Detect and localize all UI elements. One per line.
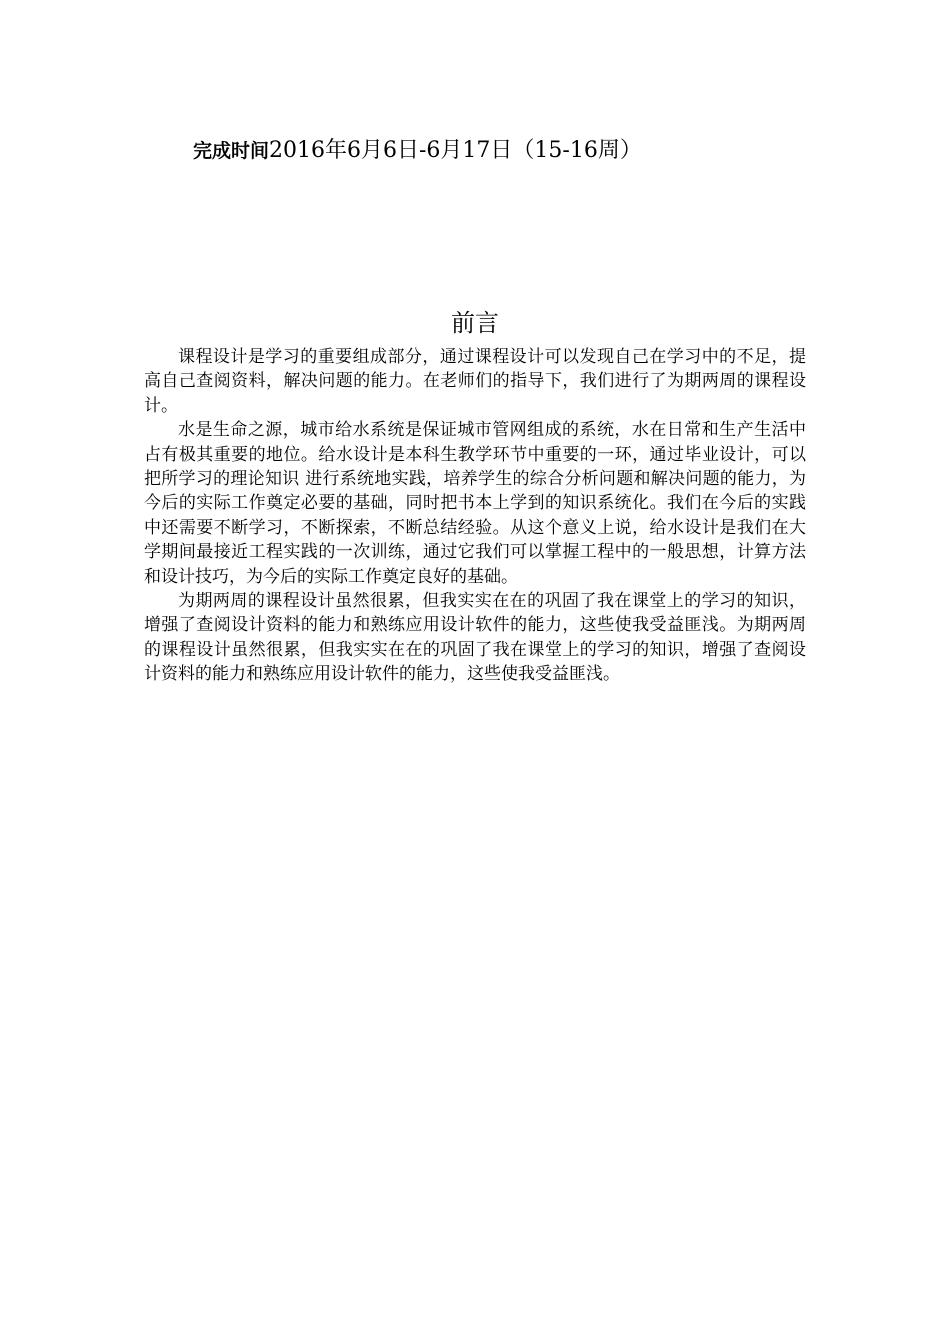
preface-paragraph-1: 课程设计是学习的重要组成部分，通过课程设计可以发现自己在学习中的不足，提高自己查阅资料，解决问题的能力。在老师们的指导下，我们进行了为期两周的课程设计。 [144,347,806,416]
completion-time-line [193,137,642,165]
completion-time-value: 2016年6月6日-6月17日（15-16周） [269,138,642,163]
completion-time-label: 完成时间 [193,140,270,162]
preface-title: 前言 [451,309,499,337]
preface-paragraph-2: 水是生命之源，城市给水系统是保证城市管网组成的系统，水在日常和生产生活中占有极其重要的地位。给水设计是本科生教学环节中重要的一环，通过毕业设计，可以把所学习的理论知识 进行系统地实践，培养学生的综合分析问题和解决问题的能力，为今后的实际工作奠定必要的基础，同时把书本上学到的知识系统化。我们在今后的实践中还需要不断学习，不断探索，不断总结经验。从这个意义上说，给水设计是我们在大学期间最接近工程实践的一次训练，通过它我们可以掌握工程中的一般思想，计算方法和设计技巧，为今后的实际工作奠定良好的基础。 [144,420,806,587]
preface-paragraph-3: 为期两周的课程设计虽然很累，但我实实在在的巩固了我在课堂上的学习的知识，增强了查阅设计资料的能力和熟练应用设计软件的能力，这些使我受益匪浅。为期两周的课程设计虽然很累，但我实实在在的巩固了我在课堂上的学习的知识，增强了查阅设计资料的能力和熟练应用设计软件的能力，这些使我受益匪浅。 [144,591,806,685]
preface-body [144,345,806,687]
